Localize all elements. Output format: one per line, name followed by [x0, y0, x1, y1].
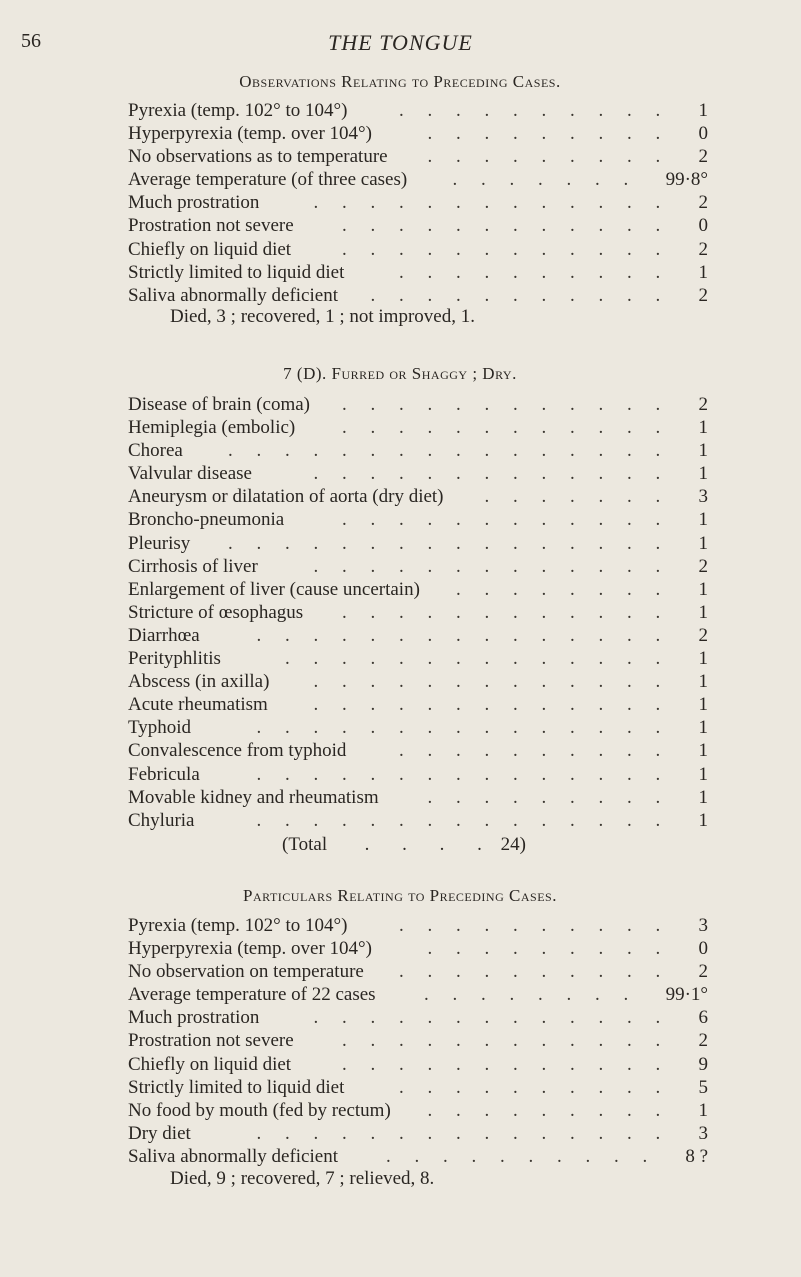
entry-count: 2 [698, 146, 708, 168]
table-row [128, 191, 708, 214]
entry-count: 99·8° [665, 169, 708, 191]
leader-dots: . . . . . . . . . . . . . . [285, 648, 684, 670]
table-row [128, 786, 708, 809]
entry-count: 0 [698, 215, 708, 237]
table-row [128, 1053, 708, 1076]
leader-dots: . . . . . . . . . . . . . [313, 192, 684, 214]
entry-count: 1 [698, 671, 708, 693]
leader-dots: . . . . . . . . . . . . . [313, 671, 684, 693]
leader-dots: . . . . . . . . . . . . [342, 1030, 684, 1052]
page-number: 56 [21, 30, 41, 52]
leader-dots: . . . . . . . [452, 169, 652, 191]
entry-label: Perityphlitis [128, 648, 221, 670]
entry-count: 0 [698, 938, 708, 960]
entry-count: 1 [698, 717, 708, 739]
table-row [128, 1029, 708, 1052]
entry-label: Stricture of œsophagus [128, 601, 304, 623]
leader-dots: . . . . . . . . . . [399, 100, 684, 121]
entry-label: Prostration not severe [128, 215, 294, 237]
entry-count: 6 [698, 1007, 708, 1029]
entry-count: 99·1° [665, 984, 708, 1006]
table-row [128, 261, 708, 284]
leader-dots: . . . . . . . . . . . . [342, 238, 684, 260]
leader-dots: . . . . . . . . . . . . [342, 215, 684, 237]
table-row [128, 960, 708, 983]
entry-count: 1 [698, 648, 708, 670]
leader-dots: . . . . . . . . . . . . . . . [256, 1122, 684, 1144]
entry-label: Pleurisy [128, 532, 191, 554]
observations-table [128, 99, 708, 307]
leader-dots: . . . . . . . . . . . . . . . [256, 717, 684, 739]
leader-dots: . . . . . . . [484, 486, 684, 508]
leader-dots: . . . . . . . . . . . [370, 284, 684, 306]
table-row [128, 99, 708, 122]
particulars-table [128, 914, 708, 1168]
leader-dots: . . . . . . . . . [427, 1099, 684, 1121]
entry-count: 1 [698, 578, 708, 600]
leader-dots: . . . . . . . . . . . . . [313, 555, 684, 577]
entry-count: 2 [698, 192, 708, 214]
table-row [128, 1122, 708, 1145]
table-row [128, 739, 708, 762]
table-row [128, 214, 708, 237]
entry-count: 1 [698, 440, 708, 462]
table-row [128, 416, 708, 439]
entry-label: No observation on temperature [128, 961, 364, 983]
table-row [128, 1145, 708, 1168]
table-row [128, 485, 708, 508]
table-row [128, 1076, 708, 1099]
leader-dots: . . . . . . . . . . [399, 961, 684, 983]
total-dots: . . . . [327, 834, 496, 855]
section-heading-observations: Observations Relating to Preceding Cases. [239, 72, 561, 91]
leader-dots: . . . . . . . . . [427, 146, 684, 168]
entry-label: Typhoid [128, 717, 192, 739]
entry-count: 3 [698, 486, 708, 508]
entry-label: Hemiplegia (embolic) [128, 417, 296, 439]
entry-label: Febricula [128, 763, 200, 785]
entry-count: 1 [698, 509, 708, 531]
entry-label: Hyperpyrexia (temp. over 104°) [128, 938, 372, 960]
entry-count: 1 [698, 809, 708, 831]
entry-label: Aneurysm or dilatation of aorta (dry diet) [128, 486, 444, 508]
entry-count: 2 [698, 1030, 708, 1052]
entry-count: 1 [698, 532, 708, 554]
table-row [128, 122, 708, 145]
entry-count: 3 [698, 915, 708, 936]
entry-count: 0 [698, 123, 708, 145]
table-row [128, 462, 708, 485]
entry-count: 1 [698, 261, 708, 283]
entry-label: Pyrexia (temp. 102° to 104°) [128, 100, 348, 121]
entry-count: 2 [698, 624, 708, 646]
total-value: 24) [500, 834, 526, 855]
leader-dots: . . . . . . . . . . . . [342, 394, 684, 415]
entry-label: Acute rheumatism [128, 694, 268, 716]
entry-label: Disease of brain (coma) [128, 394, 311, 415]
entry-count: 8 ? [685, 1145, 708, 1167]
entry-count: 1 [698, 740, 708, 762]
entry-label: Movable kidney and rheumatism [128, 786, 379, 808]
entry-count: 1 [698, 786, 708, 808]
table-row [128, 809, 708, 832]
diseases-table [128, 393, 708, 832]
entry-label: Average temperature (of three cases) [128, 169, 408, 191]
table-row [128, 508, 708, 531]
leader-dots: . . . . . . . . . . . . . . . . [228, 532, 684, 554]
leader-dots: . . . . . . . . . [427, 938, 684, 960]
entry-count: 1 [698, 100, 708, 121]
table-row [128, 393, 708, 416]
entry-label: Cirrhosis of liver [128, 555, 258, 577]
leader-dots: . . . . . . . . . . . . . . . [256, 763, 684, 785]
entry-label: Dry diet [128, 1122, 191, 1144]
entry-label: Abscess (in axilla) [128, 671, 270, 693]
entry-count: 2 [698, 238, 708, 260]
leader-dots: . . . . . . . . . [427, 123, 684, 145]
entry-count: 2 [698, 555, 708, 577]
table-row [128, 1006, 708, 1029]
leader-dots: . . . . . . . . . . . . [342, 601, 684, 623]
entry-label: Strictly limited to liquid diet [128, 1076, 345, 1098]
entry-label: Valvular disease [128, 463, 252, 485]
table-row [128, 763, 708, 786]
section-heading-furred-dry: 7 (D). Furred or Shaggy ; Dry. [283, 364, 517, 383]
leader-dots: . . . . . . . . . . . . [342, 1053, 684, 1075]
table-row [128, 693, 708, 716]
table-row [128, 716, 708, 739]
entry-count: 5 [698, 1076, 708, 1098]
leader-dots: . . . . . . . . . . [399, 740, 684, 762]
entry-label: Chyluria [128, 809, 195, 831]
entry-count: 2 [698, 961, 708, 983]
entry-count: 1 [698, 601, 708, 623]
particulars-summary: Died, 9 ; recovered, 7 ; relieved, 8. [170, 1168, 435, 1189]
table-row [128, 168, 708, 191]
leader-dots: . . . . . . . . . . [399, 1076, 684, 1098]
leader-dots: . . . . . . . . . . . . . [313, 694, 684, 716]
entry-label: Hyperpyrexia (temp. over 104°) [128, 123, 372, 145]
table-row [128, 439, 708, 462]
table-row [128, 555, 708, 578]
entry-label: No observations as to temperature [128, 146, 388, 168]
table-row [128, 624, 708, 647]
table-row [128, 284, 708, 307]
table-row [128, 670, 708, 693]
leader-dots: . . . . . . . . . [427, 786, 684, 808]
entry-label: Broncho-pneumonia [128, 509, 285, 531]
table-row [128, 145, 708, 168]
entry-label: Average temperature of 22 cases [128, 984, 376, 1006]
leader-dots: . . . . . . . . [424, 984, 652, 1006]
entry-label: Prostration not severe [128, 1030, 294, 1052]
entry-label: Enlargement of liver (cause uncertain) [128, 578, 420, 600]
leader-dots: . . . . . . . . . . [399, 915, 684, 936]
entry-count: 1 [698, 417, 708, 439]
running-head: THE TONGUE [328, 30, 473, 55]
table-row [128, 914, 708, 937]
table-row [128, 937, 708, 960]
leader-dots: . . . . . . . . . . . . [342, 509, 684, 531]
table-row [128, 601, 708, 624]
entry-count: 1 [698, 694, 708, 716]
entry-count: 2 [698, 284, 708, 306]
entry-label: Diarrhœa [128, 624, 200, 646]
leader-dots: . . . . . . . . . . . . . . . . [228, 440, 684, 462]
leader-dots: . . . . . . . . . . . . . [313, 463, 684, 485]
entry-label: Saliva abnormally deficient [128, 1145, 338, 1167]
entry-label: Convalescence from typhoid [128, 740, 347, 762]
entry-label: Much prostration [128, 192, 260, 214]
entry-count: 1 [698, 1099, 708, 1121]
table-row [128, 238, 708, 261]
total-label: (Total [282, 834, 328, 855]
leader-dots: . . . . . . . . . . . . [342, 417, 684, 439]
leader-dots: . . . . . . . . . . . . . . . [256, 809, 684, 831]
entry-count: 1 [698, 463, 708, 485]
entry-count: 2 [698, 394, 708, 415]
section-heading-particulars: Particulars Relating to Preceding Cases. [243, 886, 557, 905]
entry-count: 3 [698, 1122, 708, 1144]
table-row [128, 578, 708, 601]
table-row [128, 983, 708, 1006]
leader-dots: . . . . . . . . [456, 578, 684, 600]
entry-label: Strictly limited to liquid diet [128, 261, 345, 283]
table-row [128, 1099, 708, 1122]
table-row [128, 532, 708, 555]
entry-label: Chiefly on liquid diet [128, 1053, 292, 1075]
entry-label: Much prostration [128, 1007, 260, 1029]
table-row [128, 647, 708, 670]
observations-summary: Died, 3 ; recovered, 1 ; not improved, 1. [170, 306, 475, 327]
entry-label: Chiefly on liquid diet [128, 238, 292, 260]
entry-label: Pyrexia (temp. 102° to 104°) [128, 915, 348, 936]
entry-label: Saliva abnormally deficient [128, 284, 338, 306]
diseases-total [282, 834, 526, 856]
entry-label: Chorea [128, 440, 183, 462]
entry-label: No food by mouth (fed by rectum) [128, 1099, 391, 1121]
leader-dots: . . . . . . . . . . [399, 261, 684, 283]
leader-dots: . . . . . . . . . . . . . . . [256, 624, 684, 646]
leader-dots: . . . . . . . . . . . . . [313, 1007, 684, 1029]
entry-count: 1 [698, 763, 708, 785]
entry-count: 9 [698, 1053, 708, 1075]
leader-dots: . . . . . . . . . . [386, 1145, 671, 1167]
